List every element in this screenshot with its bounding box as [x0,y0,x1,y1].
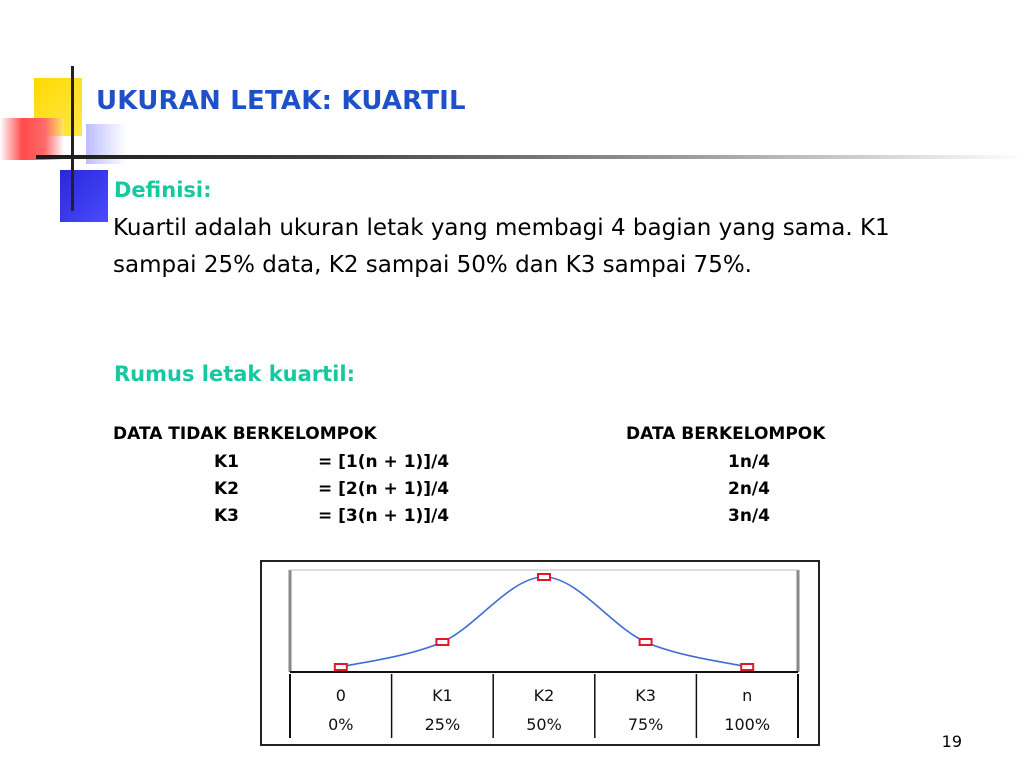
chart-point-k2 [538,574,550,580]
k3-ungrouped-formula: = [3(n + 1)]/4 [318,506,450,526]
x-tick-label: K3 [635,686,656,705]
definition-text: Kuartil adalah ukuran letak yang membagi 4 bagian yang sama. K1 sampai 25% data, K2 sampai 50% dan K3 sampai 75%. [113,215,890,278]
chart-point-n [741,664,753,670]
k3-grouped-formula: 3n/4 [728,506,770,526]
page-number: 19 [941,732,962,751]
chart-series-line [341,577,747,667]
k2-ungrouped-formula: = [2(n + 1)]/4 [318,479,450,499]
slide-title: UKURAN LETAK: KUARTIL [96,86,466,116]
title-underline [36,155,1024,159]
percent-label: 100% [724,715,771,734]
chart-point-0 [335,664,347,670]
k1-label: K1 [214,452,240,472]
decor-vertical-line [71,66,74,211]
definition-heading: Definisi: [114,178,212,202]
percent-label: 50% [526,715,562,734]
k1-grouped-formula: 1n/4 [728,452,770,472]
percent-label: 0% [328,715,354,734]
percent-label: 75% [627,715,664,734]
decor-blue-square [60,170,108,222]
ungrouped-data-header: DATA TIDAK BERKELOMPOK [113,424,377,444]
x-tick-label: 0 [335,686,346,705]
quartile-chart-svg [262,562,818,744]
k2-label: K2 [214,479,240,499]
decor-red-square [0,118,64,160]
formula-heading: Rumus letak kuartil: [114,362,355,386]
k2-grouped-formula: 2n/4 [728,479,770,499]
chart-point-k3 [640,639,652,645]
x-tick-label: K1 [432,686,453,705]
x-tick-label: K2 [533,686,555,705]
x-tick-label: n [742,686,753,705]
chart-point-k1 [436,639,448,645]
grouped-data-header: DATA BERKELOMPOK [626,424,826,444]
k1-ungrouped-formula: = [1(n + 1)]/4 [318,452,450,472]
k3-label: K3 [214,506,240,526]
quartile-chart [260,560,820,746]
percent-label: 25% [424,715,461,734]
